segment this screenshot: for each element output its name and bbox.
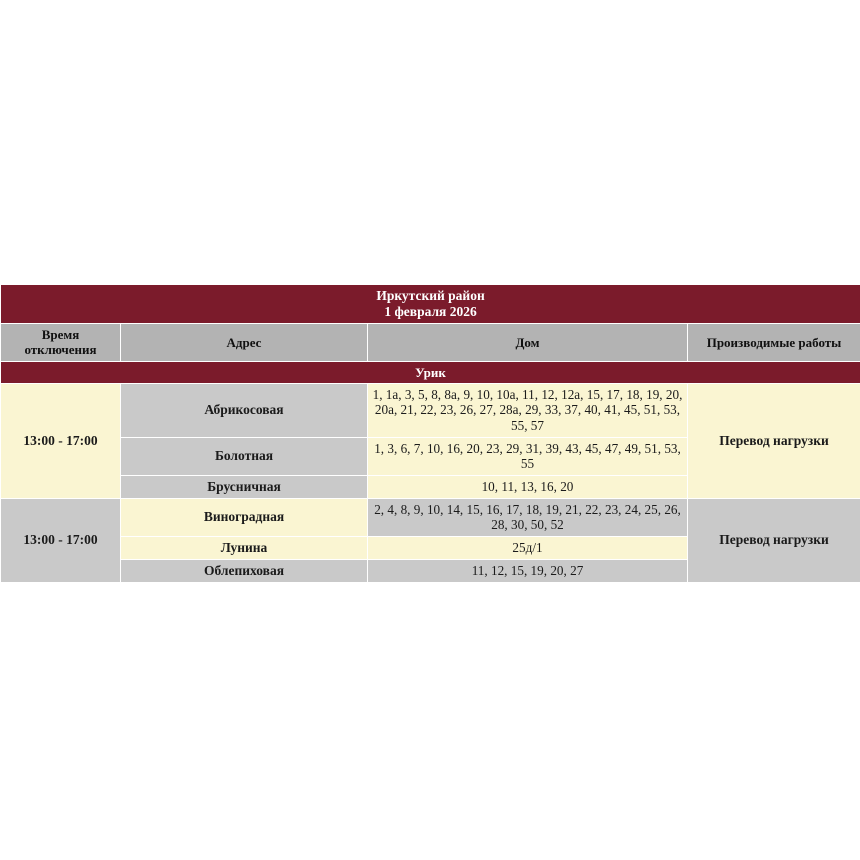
works-cell-group-1: Перевод нагрузки <box>688 383 860 498</box>
street-cell: Брусничная <box>121 475 368 498</box>
houses-cell: 11, 12, 15, 19, 20, 27 <box>368 559 688 582</box>
time-cell-group-2: 13:00 - 17:00 <box>1 498 121 582</box>
street-cell: Абрикосовая <box>121 383 368 437</box>
houses-cell: 2, 4, 8, 9, 10, 14, 15, 16, 17, 18, 19, 21, 22, 23, 24, 25, 26, 28, 30, 50, 52 <box>368 498 688 536</box>
table-row <box>1 498 860 536</box>
houses-cell: 1, 1а, 3, 5, 8, 8а, 9, 10, 10а, 11, 12, 12а, 15, 17, 18, 19, 20, 20а, 21, 22, 23, 26, 27, 28а, 29, 33, 37, 40, 41, 45, 51, 53, 55, 57 <box>368 383 688 437</box>
date-title: 1 февраля 2026 <box>384 303 477 319</box>
time-cell-group-1: 13:00 - 17:00 <box>1 383 121 498</box>
street-cell: Лунина <box>121 536 368 559</box>
houses-cell: 1, 3, 6, 7, 10, 16, 20, 23, 29, 31, 39, 43, 45, 47, 49, 51, 53, 55 <box>368 437 688 475</box>
column-header-works: Производимые работы <box>688 323 860 361</box>
outage-schedule-table <box>0 284 860 583</box>
outage-table-container <box>0 284 860 583</box>
region-title: Иркутский район <box>376 288 485 303</box>
column-header-house: Дом <box>368 323 688 361</box>
column-header-time: Время отключения <box>1 323 121 361</box>
works-cell-group-2: Перевод нагрузки <box>688 498 860 582</box>
section-header-row <box>1 361 860 383</box>
table-title-row <box>1 285 860 324</box>
houses-cell: 10, 11, 13, 16, 20 <box>368 475 688 498</box>
street-cell: Облепиховая <box>121 559 368 582</box>
column-header-address: Адрес <box>121 323 368 361</box>
street-cell: Болотная <box>121 437 368 475</box>
table-title-cell <box>1 285 860 324</box>
table-column-headers <box>1 323 860 361</box>
table-row <box>1 383 860 437</box>
section-name-urik: Урик <box>1 361 860 383</box>
houses-cell: 25д/1 <box>368 536 688 559</box>
street-cell: Виноградная <box>121 498 368 536</box>
